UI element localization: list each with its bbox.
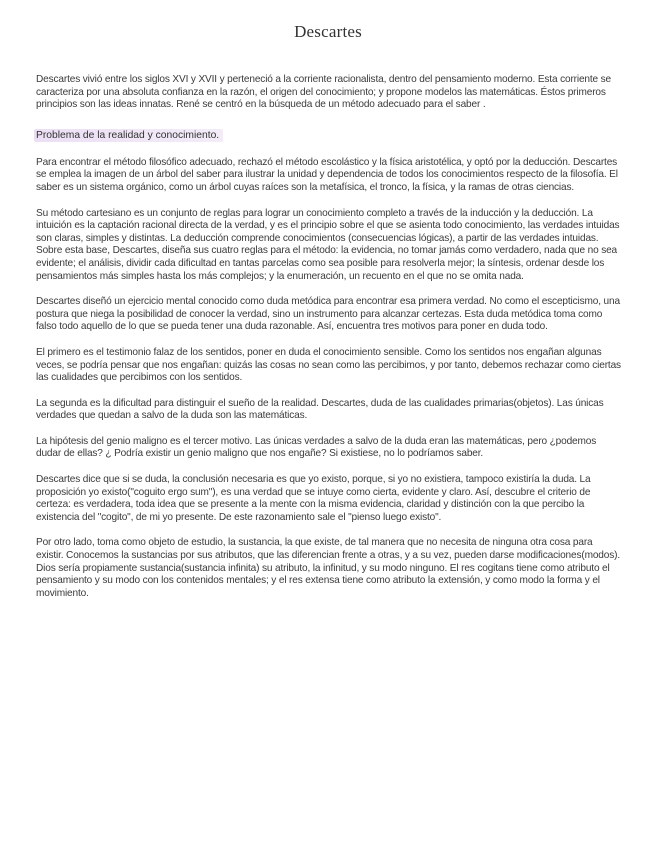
section-heading: Problema de la realidad y conocimiento. [34, 129, 223, 142]
paragraph-genio-maligno: La hipótesis del genio maligno es el tercer motivo. Las únicas verdades a salvo de la duda eran las matemáticas, pero ¿podemos dudar de ellas? ¿ Podría existir un genio maligno que nos engañe? Si existiese, no lo podríamos saber. [36, 435, 597, 460]
paragraph-metodo-cartesiano: Su método cartesiano es un conjunto de reglas para lograr un conocimiento completo a través de la inducción y la deducción. La intuición es la captación racional directa de la verdad, y es el principio sobre el que se asienta todo conocimiento, las verdades intuidas son claras, simples y distintas. La deducción comprende conocimientos (consecuencias lógicas), a partir de las verdades intuidas. Sobre esta base, Descartes, diseña sus cuatro reglas para el método: la evidencia, no tomar jamás como verdadero, nada que no sea evidente; el análisis, dividir cada dificultad en tantas parcelas como sea posible para resolverla mejor; la síntesis, ordenar desde los pensamientos más simples hasta los más complejos; y la enumeración, un recuento en el que no se omita nada. [36, 207, 620, 282]
title-container [0, 22, 656, 42]
paragraph-sueno: La segunda es la dificultad para distinguir el sueño de la realidad. Descartes, duda de las cualidades primarias(objetos). Las únicas verdades que quedan a salvo de la duda son las matemáticas. [36, 397, 604, 422]
paragraph-arbol-del-saber: Para encontrar el método filosófico adecuado, rechazó el método escolástico y la física aristotélica, y optó por la deducción. Descartes se emplea la imagen de un árbol del saber para ilustrar la unidad y dependencia de todos los conocimientos respecto de la filosofía. El saber es un sistema orgánico, como un árbol cuyas raíces son la metafísica, el tronco, la física, y la ramas de otras ciencias. [36, 156, 618, 193]
paragraph-duda-metodica: Descartes diseñó un ejercicio mental conocido como duda metódica para encontrar esa primera verdad. No como el escepticismo, una postura que niega la posibilidad de conocer la verdad, sino un instrumento para alcanzar certezas. Esta duda metódica toma como falso todo aquello de lo que se pueda tener una duda razonable. Así, encuentra tres motivos para poner en duda todo. [36, 296, 620, 333]
section-heading-row [36, 125, 621, 157]
paragraph-cogito: Descartes dice que si se duda, la conclusión necesaria es que yo existo, porque, si yo no existiera, tampoco existiría la duda. La proposición yo existo("coguito ergo sum"), es una verdad que se intuye como cierta, evidente y claro. Así, descubre el criterio de certeza: es verdadera, toda idea que se presente a la mente con la misma evidencia, claridad y distinción con la que percibo la existencia del "cogito", de mi yo presente. De este razonamiento sale el "pienso luego existo". [36, 474, 591, 523]
document-body [36, 74, 621, 613]
page-title: Descartes [290, 22, 366, 42]
intro-paragraph: Descartes vivió entre los siglos XVI y XVII y perteneció a la corriente racionalista, dentro del pensamiento moderno. Esta corriente se caracteriza por una absoluta confianza en la razón, el origen del conocimiento; y propone modelos las matemáticas. Éstos primeros principios son las ideas innatas. René se centró en la búsqueda de un método adecuado para el saber . [36, 74, 612, 111]
paragraph-sustancia: Por otro lado, toma como objeto de estudio, la sustancia, la que existe, de tal manera que no necesita de ninguna otra cosa para existir. Conocemos la sustancias por sus atributos, que las diferencian frente a otras, y a su vez, pueden darse modificaciones(modos). Dios sería propiamente sustancia(sustancia infinita) su atributo, la infinitud, y su modo ninguno. El res cogitans tiene como atributo el pensamiento y su modo con los contenidos mentales; y el res extensa tiene como atributo la extensión, y como modo la forma y el movimiento. [36, 537, 621, 599]
paragraph-sentidos: El primero es el testimonio falaz de los sentidos, poner en duda el conocimiento sensible. Como los sentidos nos engañan algunas veces, se podría pensar que nos engañan: quizás las cosas no sean como las percibimos, y por tanto, debemos rechazar como ciertas las cualidades que percibimos con los sentidos. [36, 346, 621, 384]
